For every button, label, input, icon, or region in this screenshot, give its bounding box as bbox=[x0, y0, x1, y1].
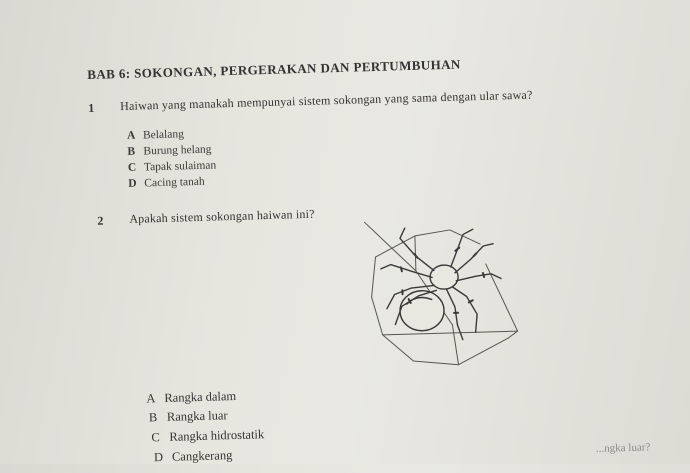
option-letter: B bbox=[149, 410, 167, 425]
question-1-text: Haiwan yang manakah mempunyai sistem sokongan yang sama dengan ular sawa? bbox=[120, 88, 533, 115]
question-1-option-c bbox=[128, 159, 217, 173]
spider-web bbox=[365, 218, 519, 367]
spider-icon bbox=[354, 213, 534, 383]
option-text: Cacing tanah bbox=[144, 176, 205, 190]
option-letter: D bbox=[154, 450, 172, 465]
option-text: Burung helang bbox=[143, 144, 211, 158]
cut-off-text: ...ngka luar? bbox=[596, 441, 651, 455]
option-letter: D bbox=[128, 177, 144, 189]
spider-abdomen bbox=[399, 290, 444, 331]
question-2-option-d bbox=[154, 448, 233, 465]
question-2-option-a bbox=[146, 389, 236, 407]
option-text: Belalang bbox=[143, 128, 184, 141]
question-2-option-b bbox=[149, 408, 228, 425]
question-1-option-a bbox=[127, 128, 184, 142]
option-letter: C bbox=[151, 430, 169, 445]
question-1-option-d bbox=[128, 176, 205, 190]
option-text: Rangka luar bbox=[167, 408, 228, 424]
question-1-number: 1 bbox=[88, 101, 94, 116]
question-2-number: 2 bbox=[97, 214, 103, 229]
option-letter: C bbox=[128, 161, 144, 173]
chapter-title: BAB 6: SOKONGAN, PERGERAKAN DAN PERTUMBUHAN bbox=[87, 57, 461, 83]
option-letter: B bbox=[127, 145, 143, 157]
option-text: Cangkerang bbox=[172, 448, 233, 464]
option-text: Rangka hidrostatik bbox=[169, 427, 264, 444]
option-text: Tapak sulaiman bbox=[144, 159, 217, 173]
option-letter: A bbox=[127, 129, 143, 141]
option-letter: A bbox=[146, 391, 164, 406]
option-text: Rangka dalam bbox=[164, 389, 236, 405]
question-2-text: Apakah sistem sokongan haiwan ini? bbox=[129, 207, 315, 227]
question-1-option-b bbox=[127, 144, 211, 158]
question-2-option-c bbox=[151, 427, 264, 445]
